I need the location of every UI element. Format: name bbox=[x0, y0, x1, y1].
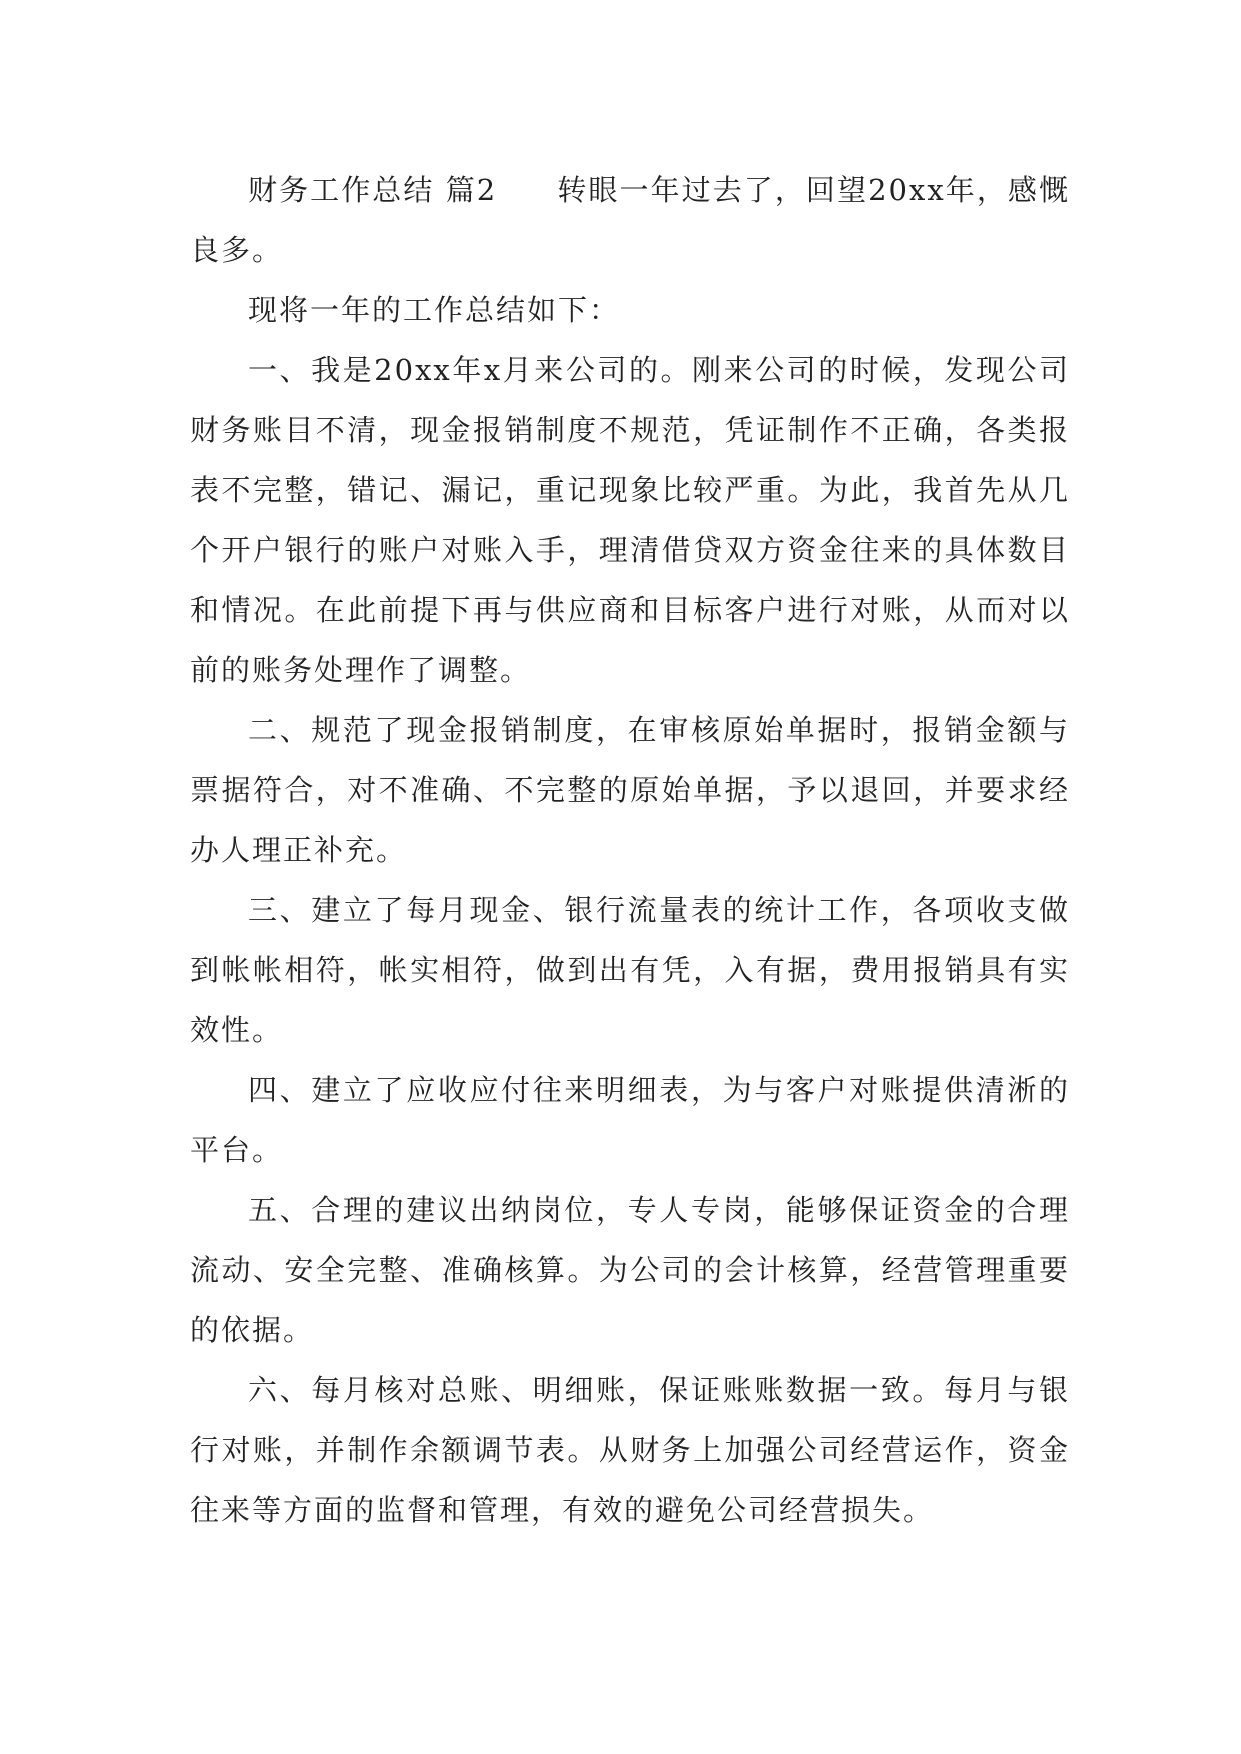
paragraph-6: 六、每月核对总账、明细账，保证账账数据一致。每月与银行对账，并制作余额调节表。从财务上加强公司经营运作，资金往来等方面的监督和管理，有效的避免公司经营损失。 bbox=[190, 1373, 1070, 1527]
paragraph-4: 四、建立了应收应付往来明细表，为与客户对账提供清淅的平台。 bbox=[190, 1073, 1070, 1167]
paragraph-5: 五、合理的建议出纳岗位，专人专岗，能够保证资金的合理流动、安全完整、准确核算。为公司的会计核算，经营管理重要的依据。 bbox=[190, 1193, 1070, 1347]
intro-text: 转眼一年过去了，回望20xx年，感慨良多。 bbox=[190, 173, 1070, 267]
document-title: 财务工作总结 篇2 bbox=[248, 173, 498, 207]
document-body bbox=[190, 160, 1070, 1540]
paragraph-3: 三、建立了每月现金、银行流量表的统计工作，各项收支做到帐帐相符，帐实相符，做到出有凭，入有据，费用报销具有实效性。 bbox=[190, 893, 1070, 1047]
paragraph-2: 二、规范了现金报销制度，在审核原始单据时，报销金额与票据符合，对不准确、不完整的原始单据，予以退回，并要求经办人理正补充。 bbox=[190, 713, 1070, 867]
paragraph-intro: 现将一年的工作总结如下： bbox=[248, 293, 621, 327]
title-paragraph bbox=[190, 160, 1070, 280]
paragraph-1: 一、我是20xx年x月来公司的。刚来公司的时候，发现公司财务账目不清，现金报销制度不规范，凭证制作不正确，各类报表不完整，错记、漏记，重记现象比较严重。为此，我首先从几个开户银行的账户对账入手，理清借贷双方资金往来的具体数目和情况。在此前提下再与供应商和目标客户进行对账，从而对以前的账务处理作了调整。 bbox=[190, 353, 1070, 687]
